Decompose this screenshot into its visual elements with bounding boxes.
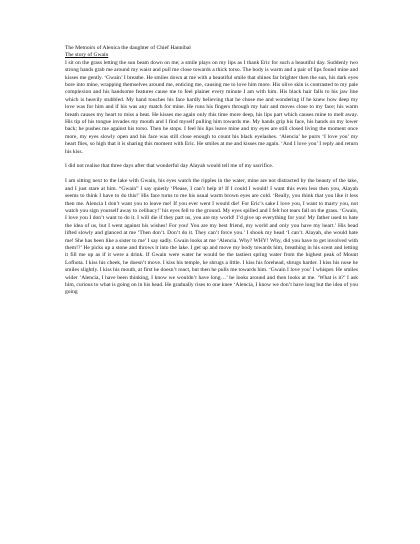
paragraph: I am sitting next to the lake with Gwain, his eyes watch the ripples in the water, mine are not distracted by the beauty of the lake, and I just stare at him. “Gwain” I say quietly ‘Please, I can’t help it! If I could I would! I want this even less then you, Alayah seems to think I have to do this!’ His face turns to me his usual warm brown eyes are cold. ‘Really, you think that you like it less then me. Alencia I don’t want you to leave me! If you ever went I would die! For Eric’s sake I love you, I want to marry you, not watch you sign yourself away to celibacy!’ his eyes fell to the ground. My eyes spilled and I felt hot tears fall on the grass. ‘Gwain, I love you I don’t want to do it. I will die if they part us, you are my world! I’d give up everything for you! My father used to hate the idea of us, but I went against his wishes! For you! You are my best friend, my world and only you have my heart.’ His head lifted slowly and glanced at me ‘Then don’t. Don’t do it. They can’t force you.’ I shook my head ‘I can’t. Alayah, she would hate me! She has been like a sister to me’ I say sadly. Gwain looks at me ‘Alencia. Why? WHY! Why, did you have to get involved with them!?’ He picks up a stone and throws it into the lake. I get up and move my body towards him, breathing in his scent and letting it fill me up as if it were a drink. If Gwain were water he would be the tastiest spring water from the highest peak of Mount Lofhota. I kiss his cheek, he doesn’t move. I kiss his temple, he shrugs a little. I kiss his forehead, shrugs harder. I kiss his nose he smiles slightly. I kiss his mouth, at first he doesn’t react, but then he pulls me towards him. ‘Gwain I love you’ I whisper. He smiles wider ‘Alencia, I have been thinking, I know we wouldn’t have long…’ he looks around and then looks at me. ‘What is it?’ I ask him, curious to what is going on in his head. He gradually rises to one knee ‘Alencia, I know we don’t have long but the idea of you going: [65, 178, 358, 296]
document-page: [65, 45, 358, 304]
paragraph: I sit on the grass letting the sun beam down on me; a smile plays on my lips as I thank Eric for such a beautiful day. Suddenly two strong hands grab me around my waist and pull me close towards a thick torso. The body is warm and a pair of lips found mine and kisses me gently. ‘Gwain’ I breathe. He smiles down at me with a beautiful smile that shines far brighter then the sun, his dark eyes bore into mine, wrapping themselves around me, enticing me, causing me to love him more. His olive skin is contrasted to my pale complexion and his handsome features cause me to feel plainer every minute I am with him. His black hair falls to his jaw line which is heavily stubbled. My hand touches his face hardly believing that he chose me and wondering if he knew how deep my love was for him and if his was any match for mine. He runs his fingers through my hair and moves close to my face; his warm breath causes my heart to miss a beat. He kisses me again only this time more deep, his lips part which causes mine to melt away. His tip of his tongue invades my mouth and I find myself pulling him towards me. My hands grip his face, his hands on my lower back; he pushes me against his torso. Then he stops. I feel his lips leave mine and my eyes are still closed living the moment once more, my eyes slowly open and his face was still close enough to count his black eyelashes. ‘Alencia’ he purrs ‘I love you’ my heart flies, so high that it is sharing this moment with Eric. He smiles at me and kisses me again. ‘And I love you’ I reply and return his kiss.: [65, 59, 358, 155]
document-subtitle: The story of Gwain: [65, 52, 109, 59]
paragraph: I did not realise that three days after that wonderful day Alayah would tell me of my sacrifice.: [65, 163, 274, 170]
document-title: The Memoirs of Alenica the daughter of Chief Hannibal: [65, 45, 191, 51]
